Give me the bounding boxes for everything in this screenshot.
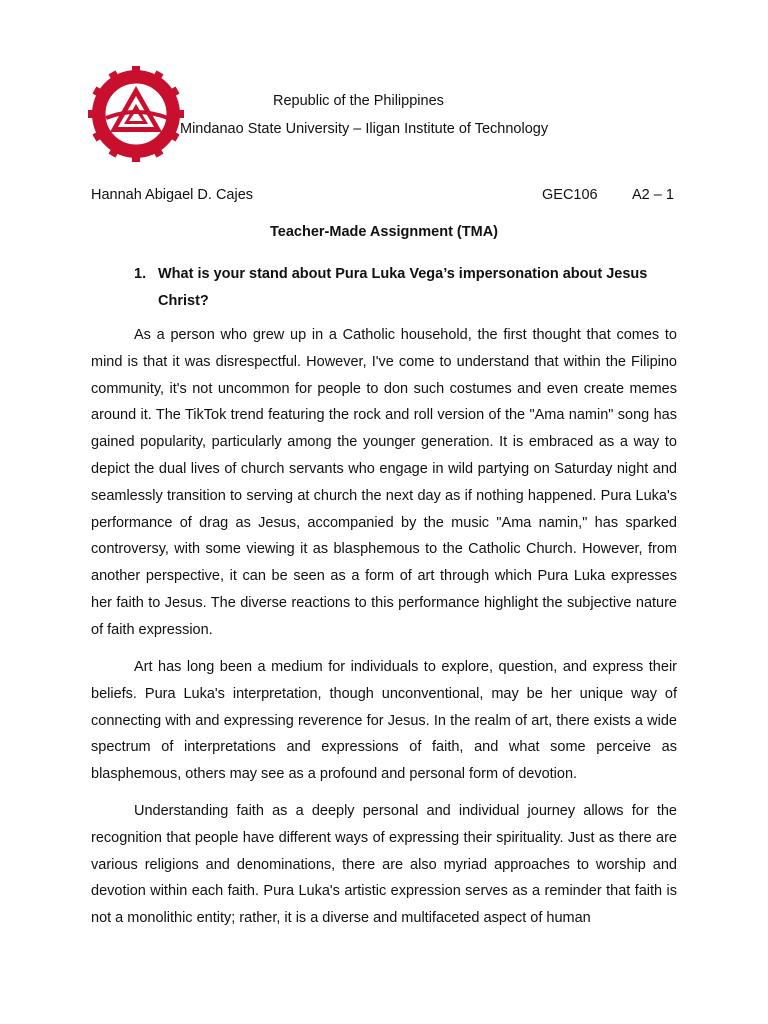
university-heading: Mindanao State University – Iligan Institute of Technology	[180, 121, 549, 137]
question-number: 1.	[134, 266, 147, 282]
question-text: What is your stand about Pura Luka Vega’s impersonation about Jesus Christ?	[158, 266, 648, 309]
student-name: Hannah Abigael D. Cajes	[91, 187, 254, 203]
answer-paragraph-1: As a person who grew up in a Catholic household, the first thought that comes to mind is that it was disrespectful. However, I've come to understand that within the Filipino community, it's not uncommon for people to don such costumes and even create memes around it. The TikTok trend featuring the rock and roll version of the "Ama namin" song has gained popularity, particularly among the younger generation. It is embraced as a way to depict the dual lives of church servants who engage in wild partying on Saturday night and seamlessly transition to serving at church the next day as if nothing happened. Pura Luka's performance of drag as Jesus, accompanied by the music "Ama namin," has sparked controversy, with some viewing it as blasphemous to the Catholic Church. However, from another perspective, it can be seen as a form of art through which Pura Luka expresses her faith to Jesus. The diverse reactions to this performance highlight the subjective nature of faith expression.	[91, 327, 677, 638]
answer-paragraph-3: Understanding faith as a deeply personal and individual journey allows for the recognition that people have different ways of expressing their spirituality. Just as there are various religions and denominations, there are also myriad approaches to worship and devotion within each faith. Pura Luka's artistic expression serves as a reminder that faith is not a monolithic entity; rather, it is a diverse and multifaceted aspect of human	[91, 803, 677, 927]
republic-heading: Republic of the Philippines	[273, 93, 444, 109]
section-code: A2 – 1	[632, 187, 674, 203]
answer-paragraph-2: Art has long been a medium for individuals to explore, question, and express their beliefs. Pura Luka's interpretation, though unconventional, may be her unique way of connecting with and expressing reverence for Jesus. In the realm of art, there exists a wide spectrum of interpretations and expressions of faith, and what some perceive as blasphemous, others may see as a profound and personal form of devotion.	[91, 659, 677, 783]
question-item	[134, 261, 679, 315]
course-code: GEC106	[542, 187, 598, 203]
msu-iit-seal-icon	[88, 66, 184, 162]
student-info-row	[91, 187, 677, 207]
page-title: Teacher-Made Assignment (TMA)	[270, 224, 498, 240]
